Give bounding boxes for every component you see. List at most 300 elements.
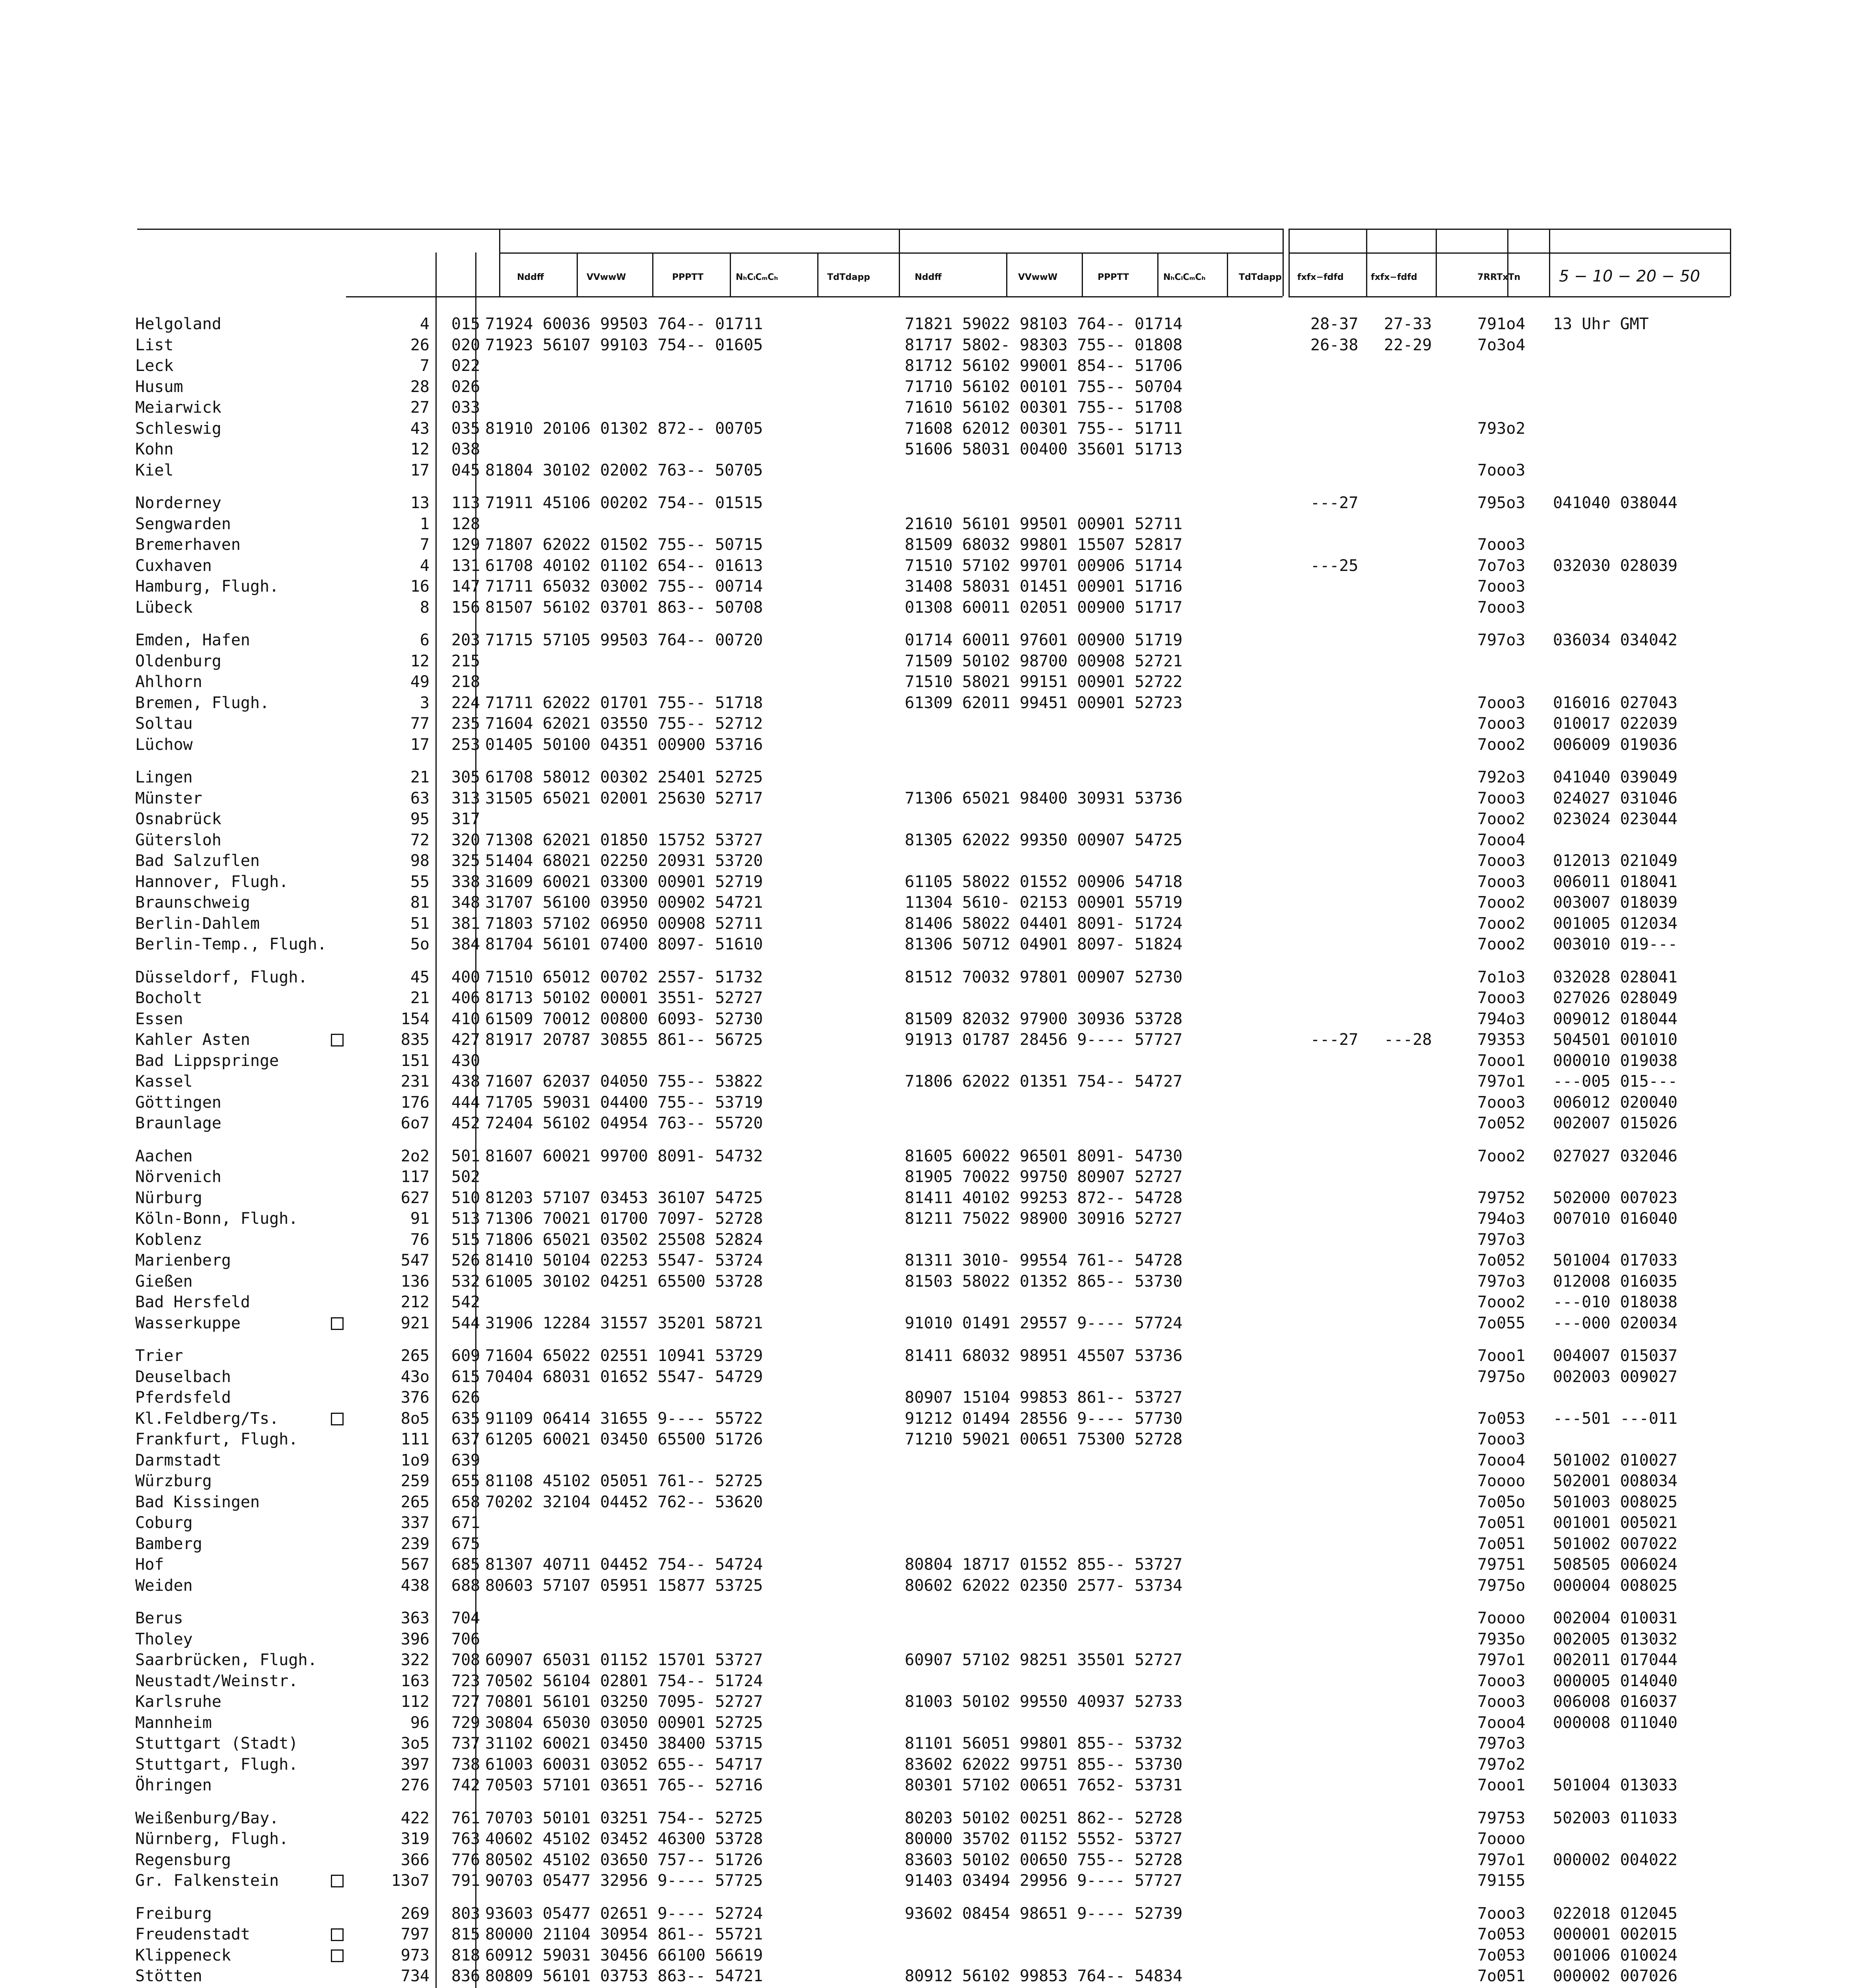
station-hoehe: 4 <box>420 556 430 575</box>
obs-18-gmt: 80502 45102 03650 757-- 51726 <box>485 1850 763 1869</box>
gust-18-21: 27-33 <box>1384 315 1432 333</box>
obs-18-gmt: 81203 57107 03453 36107 54725 <box>485 1188 763 1207</box>
obs-21-gmt: 71210 59021 00651 75300 52728 <box>905 1430 1183 1448</box>
station-hoehe: 63 <box>410 789 430 808</box>
station-hoehe: 51 <box>410 914 430 933</box>
station-name: Sengwarden <box>135 514 231 533</box>
soil-temperature: 016016 027043 <box>1553 693 1678 712</box>
station-hoehe: 2o2 <box>400 1147 430 1165</box>
obs-18-gmt: 31609 60021 03300 00901 52719 <box>485 872 763 891</box>
obs-18-gmt: 71705 59031 04400 755-- 53719 <box>485 1093 763 1112</box>
obs-21-gmt: 81003 50102 99550 40937 52733 <box>905 1693 1183 1711</box>
rule-line <box>1366 229 1367 296</box>
obs-18-gmt: 61708 58012 00302 25401 52725 <box>485 768 763 786</box>
obs-06-18: 792o3 <box>1477 768 1526 786</box>
rule-line <box>1289 252 1730 254</box>
station-name: Weiden <box>135 1576 193 1595</box>
station-hoehe: 212 <box>400 1293 430 1311</box>
obs-21-gmt: 80301 57102 00651 7652- 53731 <box>905 1776 1183 1794</box>
obs-18-gmt: 71924 60036 99503 764-- 01711 <box>485 315 763 333</box>
obs-18-gmt: 71807 62022 01502 755-- 50715 <box>485 536 763 554</box>
station-iii: 626 <box>451 1388 480 1407</box>
mountain-station-marker <box>331 1034 344 1046</box>
rule-line <box>1082 252 1083 296</box>
obs-21-gmt: 81717 5802- 98303 755-- 01808 <box>905 336 1183 354</box>
station-iii: 742 <box>451 1776 480 1794</box>
station-hoehe: 3o5 <box>400 1734 430 1753</box>
station-name: Göttingen <box>135 1093 222 1112</box>
station-iii: 609 <box>451 1347 480 1365</box>
station-hoehe: 265 <box>400 1347 430 1365</box>
obs-06-18: 7ooo3 <box>1477 693 1526 712</box>
obs-21-gmt: 71509 50102 98700 00908 52721 <box>905 652 1183 670</box>
obs-06-18: 7ooo2 <box>1477 735 1526 754</box>
obs-06-18: 7ooo2 <box>1477 914 1526 933</box>
rule-line <box>1507 229 1508 296</box>
obs-18-gmt: 80809 56101 03753 863-- 54721 <box>485 1967 763 1985</box>
station-name: Lüchow <box>135 735 193 754</box>
obs-18-gmt: 61509 70012 00800 6093- 52730 <box>485 1010 763 1028</box>
obs-06-18: 7ooo3 <box>1477 1693 1526 1711</box>
station-iii: 384 <box>451 935 480 953</box>
station-hoehe: 322 <box>400 1651 430 1669</box>
obs-18-gmt: 81704 56101 07400 8097- 51610 <box>485 935 763 953</box>
subheader-21-1: VVwwW <box>1018 272 1057 282</box>
soil-temperature: 000001 002015 <box>1553 1925 1678 1943</box>
rule-line <box>137 229 1283 230</box>
station-iii: 320 <box>451 831 480 849</box>
station-hoehe: 3 <box>420 693 430 712</box>
station-iii: 763 <box>451 1830 480 1848</box>
station-iii: 723 <box>451 1672 480 1690</box>
station-hoehe: 4 <box>420 315 430 333</box>
station-iii: 658 <box>451 1493 480 1511</box>
soil-temperature: 012008 016035 <box>1553 1272 1678 1291</box>
station-iii: 706 <box>451 1630 480 1648</box>
station-name: Kiel <box>135 461 174 480</box>
station-hoehe: 16 <box>410 577 430 596</box>
station-iii: 675 <box>451 1534 480 1553</box>
station-iii: 338 <box>451 872 480 891</box>
station-iii: 637 <box>451 1430 480 1448</box>
rule-line <box>817 252 818 296</box>
station-name: Frankfurt, Flugh. <box>135 1430 298 1448</box>
station-iii: 515 <box>451 1230 480 1249</box>
obs-18-gmt: 70502 56104 02801 754-- 51724 <box>485 1672 763 1690</box>
station-iii: 526 <box>451 1251 480 1270</box>
obs-06-18: 7o053 <box>1477 1946 1526 1965</box>
station-iii: 410 <box>451 1010 480 1028</box>
soil-temperature: 009012 018044 <box>1553 1010 1678 1028</box>
rule-line <box>1283 229 1284 296</box>
subheader-21-3: NₕCₗCₘCₕ <box>1163 272 1206 282</box>
obs-21-gmt: 71610 56102 00301 755-- 51708 <box>905 398 1183 417</box>
station-name: Bocholt <box>135 989 202 1007</box>
station-hoehe: 95 <box>410 810 430 828</box>
station-iii: 671 <box>451 1514 480 1532</box>
obs-06-18: 7o055 <box>1477 1314 1526 1332</box>
station-name: Helgoland <box>135 315 222 333</box>
obs-21-gmt: 91010 01491 29557 9---- 57724 <box>905 1314 1183 1332</box>
station-iii: 427 <box>451 1031 480 1049</box>
station-hoehe: 7 <box>420 357 430 375</box>
obs-18-gmt: 61708 40102 01102 654-- 01613 <box>485 556 763 575</box>
station-name: Hof <box>135 1555 164 1574</box>
obs-18-gmt: 81410 50104 02253 5547- 53724 <box>485 1251 763 1270</box>
obs-18-gmt: 70503 57101 03651 765-- 52716 <box>485 1776 763 1794</box>
obs-06-18: 7o051 <box>1477 1967 1526 1985</box>
obs-18-gmt: 40602 45102 03452 46300 53728 <box>485 1830 763 1848</box>
soil-temperature: 002011 017044 <box>1553 1651 1678 1669</box>
station-name: Lübeck <box>135 598 193 617</box>
obs-06-18: 7ooo3 <box>1477 598 1526 617</box>
obs-21-gmt: 31408 58031 01451 00901 51716 <box>905 577 1183 596</box>
obs-18-gmt: 31102 60021 03450 38400 53715 <box>485 1734 763 1753</box>
soil-temperature: 502001 008034 <box>1553 1472 1678 1490</box>
station-name: Freudenstadt <box>135 1925 250 1943</box>
station-name: Soltau <box>135 714 193 733</box>
obs-18-gmt: 31906 12284 31557 35201 58721 <box>485 1314 763 1332</box>
obs-06-18: 79751 <box>1477 1555 1526 1574</box>
station-name: Weißenburg/Bay. <box>135 1809 279 1827</box>
obs-21-gmt: 81509 68032 99801 15507 52817 <box>905 536 1183 554</box>
obs-06-18: 791o4 <box>1477 315 1526 333</box>
station-hoehe: 77 <box>410 714 430 733</box>
station-hoehe: 12 <box>410 440 430 458</box>
obs-06-18: 7ooo4 <box>1477 1713 1526 1732</box>
rule-line <box>435 252 437 1988</box>
obs-06-18: 797o3 <box>1477 631 1526 649</box>
station-iii: 815 <box>451 1925 480 1943</box>
station-iii: 836 <box>451 1967 480 1985</box>
station-name: Bad Hersfeld <box>135 1293 250 1311</box>
station-iii: 502 <box>451 1168 480 1186</box>
station-name: Berus <box>135 1609 183 1627</box>
station-name: Tholey <box>135 1630 193 1648</box>
obs-18-gmt: 81917 20787 30855 861-- 56725 <box>485 1031 763 1049</box>
gust-12-18: ---27 <box>1310 1031 1359 1049</box>
station-hoehe: 43o <box>400 1367 430 1386</box>
subheader-21-4: TdTdapp <box>1239 272 1282 282</box>
station-iii: 305 <box>451 768 480 786</box>
obs-06-18: 7o053 <box>1477 1925 1526 1943</box>
station-name: Essen <box>135 1010 183 1028</box>
subheader-18-1: VVwwW <box>587 272 626 282</box>
obs-06-18: 797o3 <box>1477 1230 1526 1249</box>
station-hoehe: 6 <box>420 631 430 649</box>
soil-temperature: 006012 020040 <box>1553 1093 1678 1112</box>
rule-line <box>1436 229 1437 296</box>
obs-18-gmt: 93603 05477 02651 9---- 52724 <box>485 1904 763 1923</box>
obs-06-18: 7ooo3 <box>1477 461 1526 480</box>
station-iii: 128 <box>451 514 480 533</box>
rule-line <box>1549 229 1550 296</box>
soil-temperature: 003010 019--- <box>1553 935 1678 953</box>
station-name: Osnabrück <box>135 810 222 828</box>
obs-18-gmt: 31707 56100 03950 00902 54721 <box>485 893 763 912</box>
obs-06-18: 7935o <box>1477 1630 1526 1648</box>
obs-21-gmt: 80912 56102 99853 764-- 54834 <box>905 1967 1183 1985</box>
soil-temperature: 027026 028049 <box>1553 989 1678 1007</box>
station-hoehe: 45 <box>410 968 430 986</box>
obs-21-gmt: 81101 56051 99801 855-- 53732 <box>905 1734 1183 1753</box>
station-hoehe: 28 <box>410 377 430 396</box>
rule-line <box>652 252 653 296</box>
rule-line <box>730 252 731 296</box>
soil-temperature: 501002 007022 <box>1553 1534 1678 1553</box>
soil-temperature: 010017 022039 <box>1553 714 1678 733</box>
obs-21-gmt: 93602 08454 98651 9---- 52739 <box>905 1904 1183 1923</box>
rule-line <box>577 252 578 296</box>
obs-18-gmt: 71803 57102 06950 00908 52711 <box>485 914 763 933</box>
obs-21-gmt: 61309 62011 99451 00901 52723 <box>905 693 1183 712</box>
rule-line <box>1227 252 1228 296</box>
station-hoehe: 627 <box>400 1188 430 1207</box>
obs-06-18: 7ooo3 <box>1477 1672 1526 1690</box>
station-hoehe: 734 <box>400 1967 430 1985</box>
station-iii: 501 <box>451 1147 480 1165</box>
obs-18-gmt: 31505 65021 02001 25630 52717 <box>485 789 763 808</box>
obs-18-gmt: 90703 05477 32956 9---- 57725 <box>485 1872 763 1890</box>
obs-06-18: 7ooo2 <box>1477 1147 1526 1165</box>
obs-06-18: 797o1 <box>1477 1651 1526 1669</box>
soil-temperature: 001005 012034 <box>1553 914 1678 933</box>
obs-06-18: 7ooo3 <box>1477 577 1526 596</box>
station-iii: 113 <box>451 494 480 512</box>
obs-06-18: 7o051 <box>1477 1514 1526 1532</box>
station-name: Deuselbach <box>135 1367 231 1386</box>
obs-06-18: 7ooo3 <box>1477 872 1526 891</box>
subheader-21-2: PPPTT <box>1098 272 1129 282</box>
subheader-erdboden-depths: 5 − 10 − 20 − 50 <box>1559 267 1700 285</box>
station-hoehe: 72 <box>410 831 430 849</box>
station-hoehe: 1 <box>420 514 430 533</box>
station-iii: 325 <box>451 852 480 870</box>
obs-06-18: 7o05o <box>1477 1493 1526 1511</box>
obs-06-18: 7o052 <box>1477 1114 1526 1132</box>
station-hoehe: 376 <box>400 1388 430 1407</box>
soil-temperature: 501004 013033 <box>1553 1776 1678 1794</box>
soil-temperature: 501002 010027 <box>1553 1451 1678 1470</box>
station-hoehe: 81 <box>410 893 430 912</box>
obs-21-gmt: 81605 60022 96501 8091- 54730 <box>905 1147 1183 1165</box>
station-iii: 708 <box>451 1651 480 1669</box>
obs-21-gmt: 81411 68032 98951 45507 53736 <box>905 1347 1183 1365</box>
subheader-12-18: fxfx−fdfd <box>1297 272 1344 282</box>
soil-temperature: 002004 010031 <box>1553 1609 1678 1627</box>
obs-18-gmt: 71604 62021 03550 755-- 52712 <box>485 714 763 733</box>
obs-06-18: 7ooo2 <box>1477 893 1526 912</box>
station-name: Bad Lippspringe <box>135 1051 279 1070</box>
station-iii: 147 <box>451 577 480 596</box>
obs-21-gmt: 01714 60011 97601 00900 51719 <box>905 631 1183 649</box>
station-iii: 639 <box>451 1451 480 1470</box>
station-hoehe: 91 <box>410 1209 430 1228</box>
obs-06-18: 7ooo1 <box>1477 1776 1526 1794</box>
station-iii: 544 <box>451 1314 480 1332</box>
station-hoehe: 269 <box>400 1904 430 1923</box>
station-name: Meiarwick <box>135 398 222 417</box>
soil-temperature: 012013 021049 <box>1553 852 1678 870</box>
soil-temperature: 002007 015026 <box>1553 1114 1678 1132</box>
obs-18-gmt: 81507 56102 03701 863-- 50708 <box>485 598 763 617</box>
station-iii: 020 <box>451 336 480 354</box>
station-hoehe: 8o5 <box>400 1409 430 1428</box>
obs-18-gmt: 91109 06414 31655 9---- 55722 <box>485 1409 763 1428</box>
station-iii: 022 <box>451 357 480 375</box>
station-hoehe: 567 <box>400 1555 430 1574</box>
obs-06-18: 7oooo <box>1477 1609 1526 1627</box>
station-name: Ahlhorn <box>135 673 202 691</box>
station-name: Nörvenich <box>135 1168 222 1186</box>
soil-temperature: 023024 023044 <box>1553 810 1678 828</box>
obs-21-gmt: 81905 70022 99750 80907 52727 <box>905 1168 1183 1186</box>
obs-06-18: 79353 <box>1477 1031 1526 1049</box>
station-iii: 035 <box>451 419 480 438</box>
obs-06-18: 7o052 <box>1477 1251 1526 1270</box>
obs-18-gmt: 61205 60021 03450 65500 51726 <box>485 1430 763 1448</box>
station-iii: 803 <box>451 1904 480 1923</box>
station-iii: 510 <box>451 1188 480 1207</box>
station-name: Münster <box>135 789 202 808</box>
station-hoehe: 1o9 <box>400 1451 430 1470</box>
gust-18-21: ---28 <box>1384 1031 1432 1049</box>
obs-06-18: 7ooo2 <box>1477 935 1526 953</box>
station-hoehe: 151 <box>400 1051 430 1070</box>
soil-temperature: 027027 032046 <box>1553 1147 1678 1165</box>
obs-18-gmt: 01405 50100 04351 00900 53716 <box>485 735 763 754</box>
station-name: Stuttgart (Stadt) <box>135 1734 298 1753</box>
obs-06-18: 79753 <box>1477 1809 1526 1827</box>
obs-18-gmt: 71711 62022 01701 755-- 51718 <box>485 693 763 712</box>
station-name: Oldenburg <box>135 652 222 670</box>
subheader-21-0: Nddff <box>915 272 942 282</box>
station-hoehe: 117 <box>400 1168 430 1186</box>
obs-18-gmt: 81108 45102 05051 761-- 52725 <box>485 1472 763 1490</box>
obs-18-gmt: 80000 21104 30954 861-- 55721 <box>485 1925 763 1943</box>
soil-temperature: 006008 016037 <box>1553 1693 1678 1711</box>
obs-18-gmt: 71306 70021 01700 7097- 52728 <box>485 1209 763 1228</box>
obs-21-gmt: 80804 18717 01552 855-- 53727 <box>905 1555 1183 1574</box>
soil-temperature: 13 Uhr GMT <box>1553 315 1649 333</box>
station-name: Saarbrücken, Flugh. <box>135 1651 317 1669</box>
station-iii: 444 <box>451 1093 480 1112</box>
station-name: Bad Kissingen <box>135 1493 260 1511</box>
soil-temperature: 001001 005021 <box>1553 1514 1678 1532</box>
station-name: Gr. Falkenstein <box>135 1872 279 1890</box>
soil-temperature: 000005 014040 <box>1553 1672 1678 1690</box>
station-name: Neustadt/Weinstr. <box>135 1672 298 1690</box>
obs-06-18: 797o1 <box>1477 1850 1526 1869</box>
station-name: Schleswig <box>135 419 222 438</box>
station-hoehe: 363 <box>400 1609 430 1627</box>
station-iii: 224 <box>451 693 480 712</box>
soil-temperature: 006009 019036 <box>1553 735 1678 754</box>
station-iii: 253 <box>451 735 480 754</box>
soil-temperature: 024027 031046 <box>1553 789 1678 808</box>
station-hoehe: 259 <box>400 1472 430 1490</box>
obs-21-gmt: 80000 35702 01152 5552- 53727 <box>905 1830 1183 1848</box>
obs-21-gmt: 80907 15104 99853 861-- 53727 <box>905 1388 1183 1407</box>
station-name: Kl.Feldberg/Ts. <box>135 1409 279 1428</box>
station-iii: 218 <box>451 673 480 691</box>
station-name: Freiburg <box>135 1904 212 1923</box>
obs-21-gmt: 71510 58021 99151 00901 52722 <box>905 673 1183 691</box>
obs-21-gmt: 61105 58022 01552 00906 54718 <box>905 872 1183 891</box>
station-iii: 685 <box>451 1555 480 1574</box>
obs-18-gmt: 51404 68021 02250 20931 53720 <box>485 852 763 870</box>
obs-18-gmt: 71911 45106 00202 754-- 01515 <box>485 494 763 512</box>
obs-06-18: 795o3 <box>1477 494 1526 512</box>
station-hoehe: 112 <box>400 1693 430 1711</box>
soil-temperature: 000010 019038 <box>1553 1051 1678 1070</box>
station-iii: 791 <box>451 1872 480 1890</box>
station-hoehe: 397 <box>400 1755 430 1774</box>
obs-18-gmt: 72404 56102 04954 763-- 55720 <box>485 1114 763 1132</box>
obs-06-18: 797o2 <box>1477 1755 1526 1774</box>
gust-12-18: ---27 <box>1310 494 1359 512</box>
station-iii: 131 <box>451 556 480 575</box>
obs-18-gmt: 71604 65022 02551 10941 53729 <box>485 1347 763 1365</box>
station-name: List <box>135 336 174 354</box>
soil-temperature: 007010 016040 <box>1553 1209 1678 1228</box>
station-hoehe: 98 <box>410 852 430 870</box>
obs-06-18: 7ooo4 <box>1477 1451 1526 1470</box>
obs-18-gmt: 60912 59031 30456 66100 56619 <box>485 1946 763 1965</box>
gust-12-18: 28-37 <box>1310 315 1359 333</box>
station-hoehe: 96 <box>410 1713 430 1732</box>
obs-21-gmt: 71710 56102 00101 755-- 50704 <box>905 377 1183 396</box>
station-name: Aachen <box>135 1147 193 1165</box>
station-iii: 738 <box>451 1755 480 1774</box>
obs-06-18: 797o1 <box>1477 1072 1526 1091</box>
station-iii: 438 <box>451 1072 480 1091</box>
obs-06-18: 797o3 <box>1477 1272 1526 1291</box>
soil-temperature: 022018 012045 <box>1553 1904 1678 1923</box>
station-name: Norderney <box>135 494 222 512</box>
station-hoehe: 276 <box>400 1776 430 1794</box>
obs-18-gmt: 61005 30102 04251 65500 53728 <box>485 1272 763 1291</box>
station-hoehe: 231 <box>400 1072 430 1091</box>
obs-06-18: 797o3 <box>1477 1734 1526 1753</box>
obs-21-gmt: 81411 40102 99253 872-- 54728 <box>905 1188 1183 1207</box>
soil-temperature: 036034 034042 <box>1553 631 1678 649</box>
obs-18-gmt: 70801 56101 03250 7095- 52727 <box>485 1693 763 1711</box>
obs-18-gmt: 81713 50102 00001 3551- 52727 <box>485 989 763 1007</box>
obs-18-gmt: 30804 65030 03050 00901 52725 <box>485 1713 763 1732</box>
station-hoehe: 13 <box>410 494 430 512</box>
soil-temperature: 004007 015037 <box>1553 1347 1678 1365</box>
station-name: Stötten <box>135 1967 202 1985</box>
station-hoehe: 835 <box>400 1031 430 1049</box>
station-name: Bremen, Flugh. <box>135 693 270 712</box>
rule-line <box>899 229 900 296</box>
station-iii: 542 <box>451 1293 480 1311</box>
soil-temperature: ---010 018038 <box>1553 1293 1678 1311</box>
soil-temperature: 000002 007026 <box>1553 1967 1678 1985</box>
obs-06-18: 7ooo3 <box>1477 1093 1526 1112</box>
station-iii: 452 <box>451 1114 480 1132</box>
station-name: Cuxhaven <box>135 556 212 575</box>
station-name: Mannheim <box>135 1713 212 1732</box>
station-name: Husum <box>135 377 183 396</box>
obs-21-gmt: 81306 50712 04901 8097- 51824 <box>905 935 1183 953</box>
obs-21-gmt: 60907 57102 98251 35501 52727 <box>905 1651 1183 1669</box>
obs-21-gmt: 91913 01787 28456 9---- 57727 <box>905 1031 1183 1049</box>
obs-18-gmt: 71510 65012 00702 2557- 51732 <box>485 968 763 986</box>
soil-temperature: 001006 010024 <box>1553 1946 1678 1965</box>
station-name: Hannover, Flugh. <box>135 872 289 891</box>
